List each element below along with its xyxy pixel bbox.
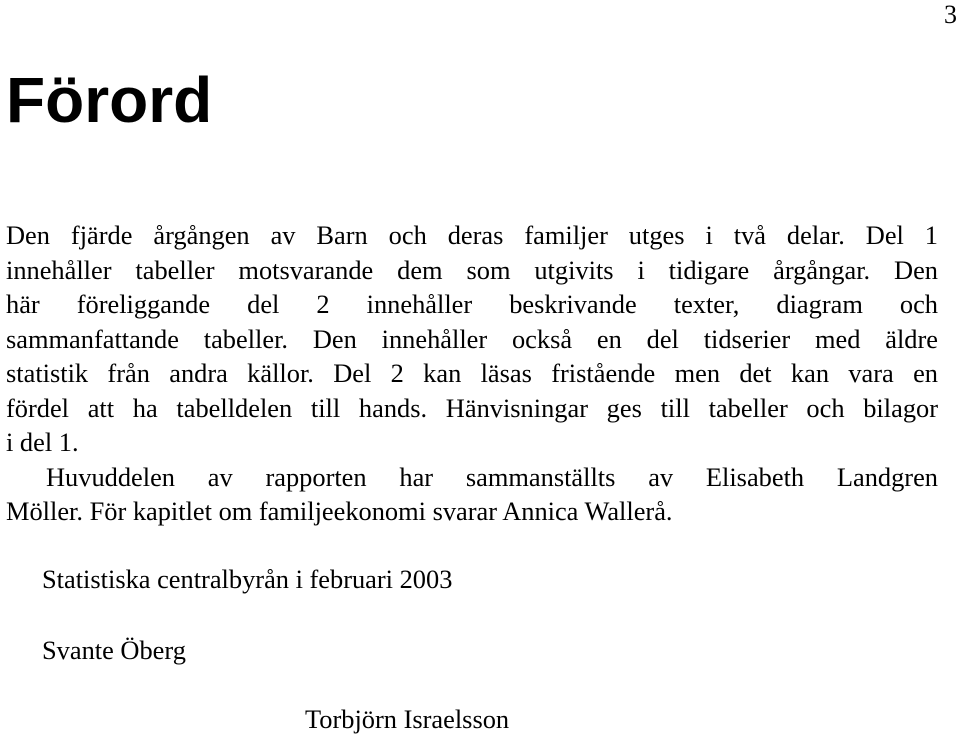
- signoff-name-secondary: Torbjörn Israelsson: [305, 704, 510, 734]
- paragraph-2-line-2: Möller. För kapitlet om familjeekonomi svarar Annica Wallerå.: [6, 496, 673, 526]
- paragraph-1-line-4: sammanfattande tabeller. Den innehåller också en del tidserier med äldre: [6, 323, 938, 354]
- paragraph-1-line-5: statistik från andra källor. Del 2 kan läsas fristående men det kan vara en: [6, 358, 938, 388]
- page-number: 3: [944, 0, 957, 29]
- signoff-organization-date: Statistiska centralbyrån i februari 2003: [42, 564, 453, 594]
- paragraph-1-line-6: fördel att ha tabelldelen till hands. Hänvisningar ges till tabeller och bilagor: [6, 392, 938, 423]
- paragraph-1-line-1: Den fjärde årgången av Barn och deras familjer utges i två delar. Del 1: [6, 220, 938, 250]
- paragraph-1-line-7: i del 1.: [6, 427, 79, 457]
- paragraph-1-line-3: här föreliggande del 2 innehåller beskrivande texter, diagram och: [6, 289, 938, 319]
- paragraph-2-line-1: Huvuddelen av rapporten har sammanställts av Elisabeth Landgren: [46, 461, 938, 492]
- paragraph-1-line-2: innehåller tabeller motsvarande dem som utgivits i tidigare årgångar. Den: [6, 254, 938, 285]
- page-title: Förord: [6, 64, 213, 136]
- foreword-body: [6, 218, 938, 529]
- signoff-name-director: Svante Öberg: [42, 635, 186, 665]
